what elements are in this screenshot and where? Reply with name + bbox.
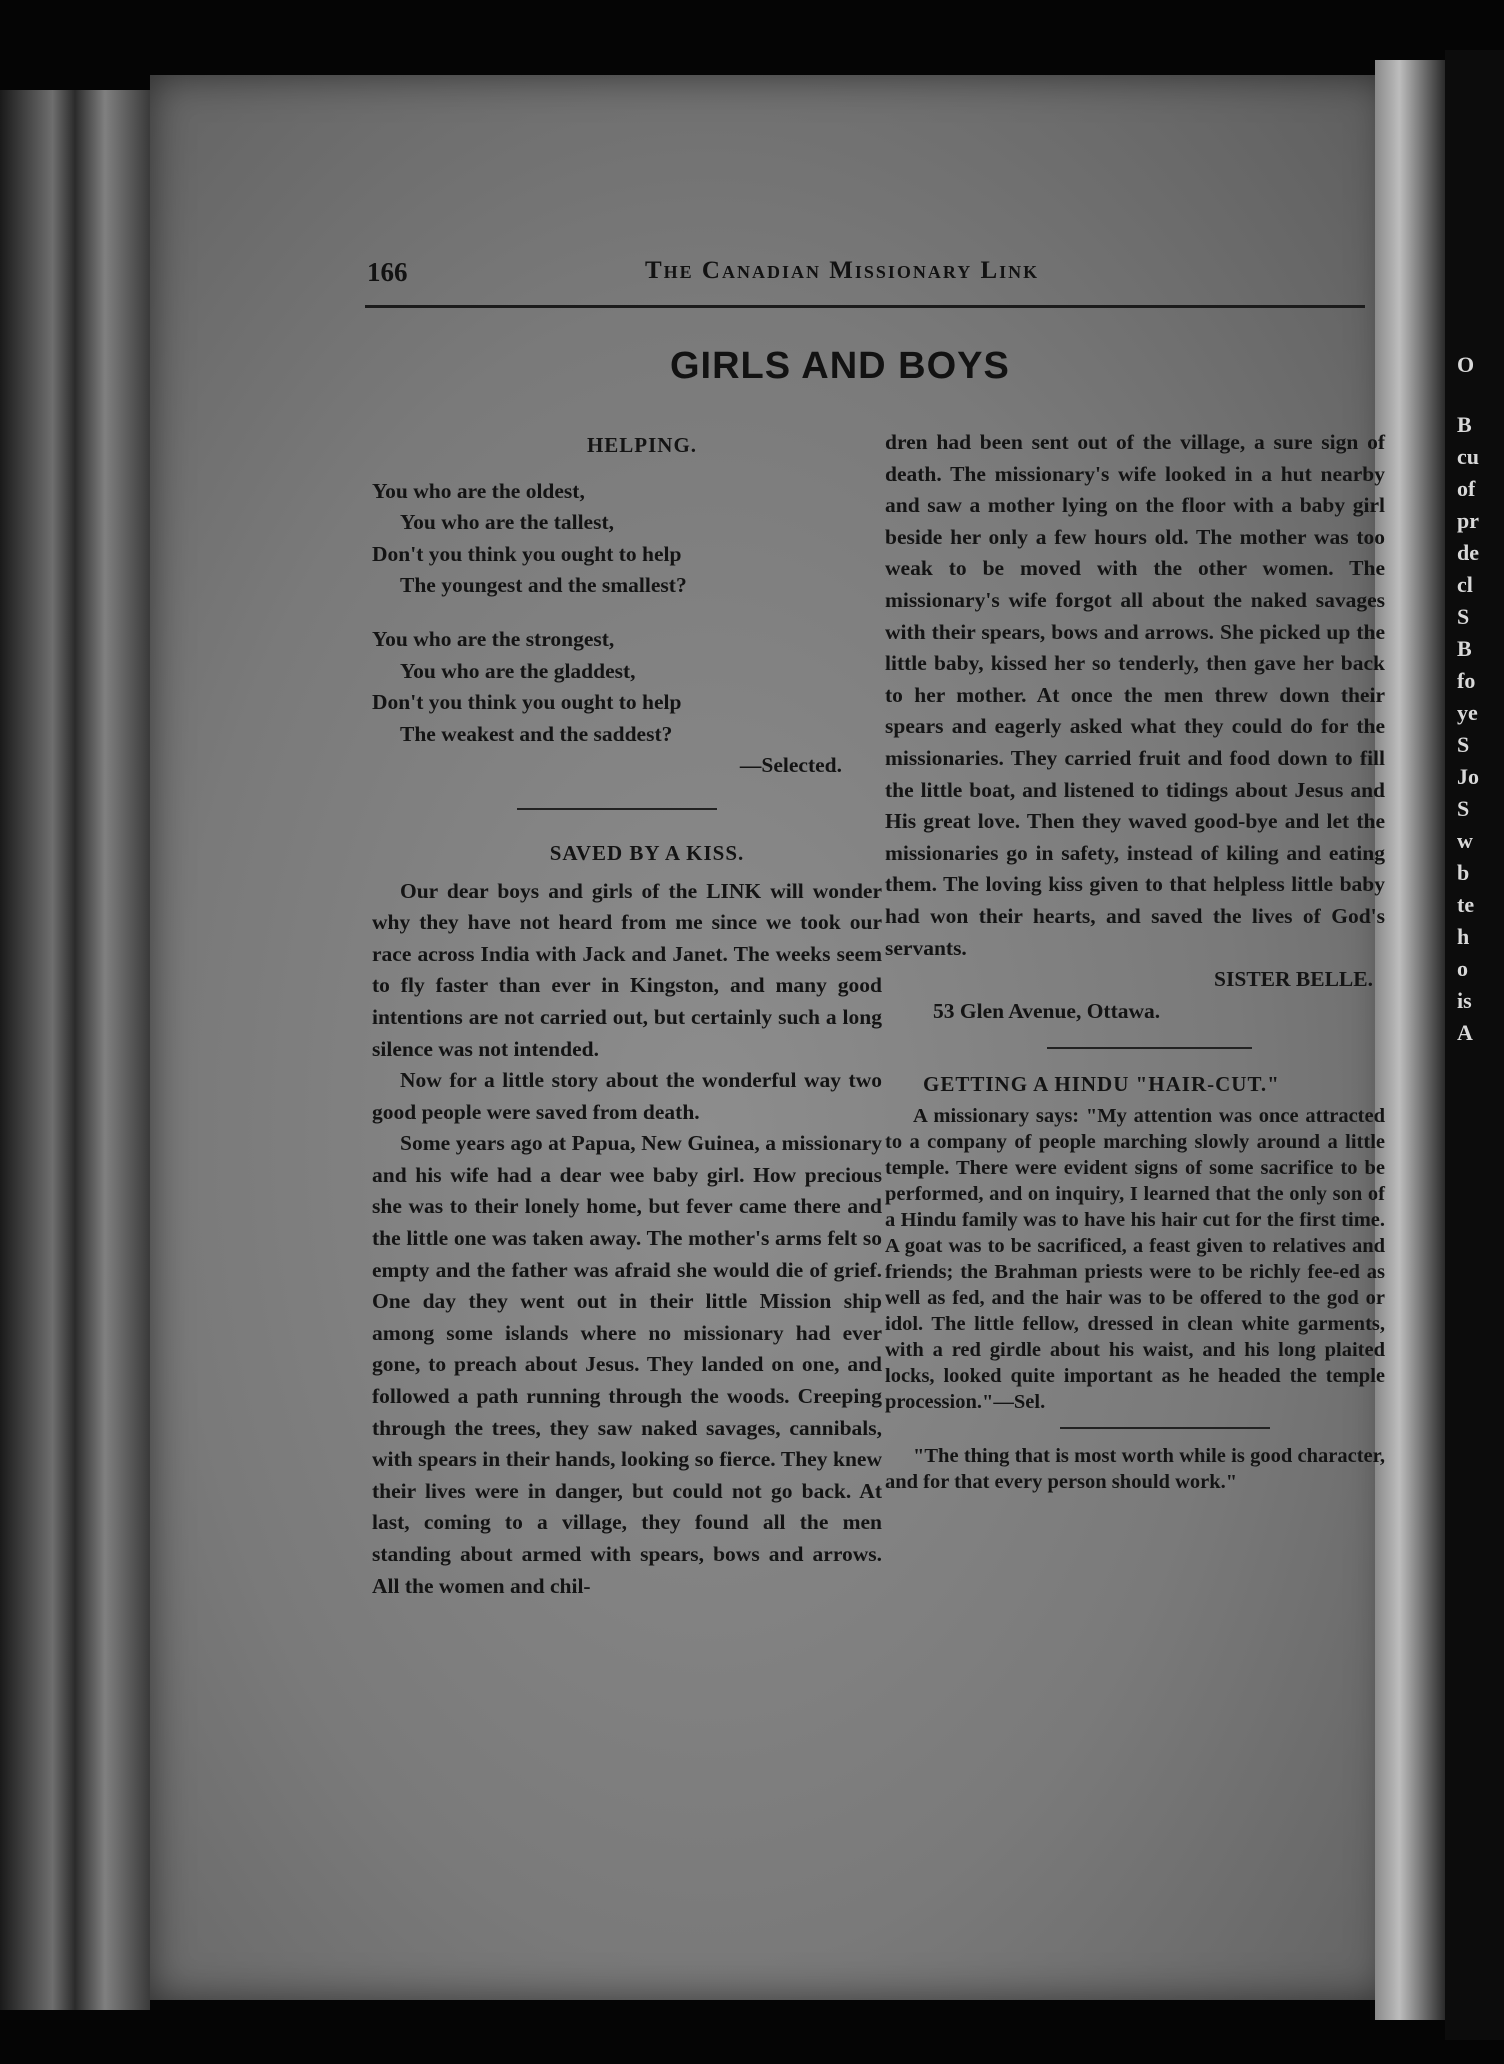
left-column [372,430,882,1602]
next-page-fragment: o [1457,956,1468,981]
next-page-fragment: B [1457,412,1472,437]
running-header [365,255,1355,295]
next-page-fragment: pr [1457,508,1479,533]
journal-title: The Canadian Missionary Link [645,257,1040,284]
poem-line: You who are the strongest, [372,626,615,651]
book-edge-left [0,90,150,2010]
next-page-fragment: h [1457,924,1470,949]
header-rule [365,305,1365,308]
article-title: GETTING A HINDU "HAIR-CUT." [923,1072,1280,1097]
page-gutter-shadow [1375,60,1445,2020]
poem-line: You who are the tallest, [400,510,614,535]
poem-line: You who are the oldest, [372,478,585,503]
next-page-fragment: of [1457,476,1476,501]
story-title: SAVED BY A KISS. [549,840,745,865]
page-number: 166 [367,257,408,287]
next-page-fragment: cl [1457,572,1473,597]
story-paragraph: Some years ago at Papua, New Guinea, a missionary and his wife had a dear wee baby girl. How precious she was to their lonely home, but fever came there and the little one was taken away. The mother's arms felt so empty and the father was afraid she would die of grief. One day they went out in their little Mission ship among some islands where no missionary had ever gone, to preach about Jesus. They landed on one, and followed a path running through the woods. Creeping through the trees, they saw naked savages, cannibals, with spears in their hands, looking so fierce. They knew their lives were in danger, but could not go back. At last, coming to a village, they found all the men standing about armed with spears, bows and arrows. All the women and chil- [372,1131,882,1598]
next-page-fragment: S [1457,604,1470,629]
next-page-fragment: S [1457,732,1470,757]
next-page-fragment: b [1457,860,1470,885]
poem-line: Don't you think you ought to help [372,690,682,715]
next-page-fragment: cu [1457,444,1479,469]
story-paragraph: Our dear boys and girls of the LINK will wonder why they have not heard from me since we took our race across India with Jack and Janet. The weeks seem to fly faster than ever in Kingston, and many good intentions are not carried out, but certainly such a long silence was not intended. [372,878,882,1061]
next-page-fragment: fo [1457,668,1476,693]
next-page-fragment: S [1457,796,1470,821]
next-page-fragment: ye [1457,700,1478,725]
poem-credit: —Selected. [739,753,842,778]
poem-title: HELPING. [586,433,698,457]
divider [1047,1047,1252,1049]
right-column [885,427,1385,1495]
next-page-fragment: de [1457,540,1479,565]
story-address: 53 Glen Avenue, Ottawa. [933,998,1161,1023]
next-page-fragment: B [1457,636,1472,661]
closing-quote: "The thing that is most worth while is good character, and for that every person should work." [885,1444,1385,1493]
next-page-fragment: w [1457,828,1473,853]
poem-line: The youngest and the smallest? [400,573,687,598]
section-title: GIRLS AND BOYS [670,345,1010,387]
next-page-edge [1445,50,1504,2040]
poem-line: You who are the gladdest, [400,658,636,683]
poem-line: The weakest and the saddest? [400,721,673,746]
article-body: A missionary says: "My attention was once attracted to a company of people marching slowly around a little temple. There were evident signs of some sacrifice to be performed, and on inquiry, I learned that the only son of a Hindu family was to have his hair cut for the first time. A goat was to be sacrificed, a feast given to relatives and friends; the Brahman priests were to be richly fee-ed as well as fed, and the hair was to be offered to the god or idol. The little fellow, dressed in clean white garments, with a red girdle about his waist, and his long plaited locks, looked quite important as he headed the temple procession."—Sel. [885,1104,1385,1413]
story-paragraph: Now for a little story about the wonderful way two good people were saved from death. [372,1068,882,1124]
story-paragraph-continued: dren had been sent out of the village, a sure sign of death. The missionary's wife looked in a hut nearby and saw a mother lying on the floor with a baby girl beside her only a few hours old. The mother was too weak to be moved with the other women. The missionary's wife forgot all about the naked savages with their spears, bows and arrows. She picked up the little baby, kissed her so tenderly, then gave her back to her mother. At once the men threw down their spears and eagerly asked what they could do for the missionaries. They carried fruit and food down to fill the little boat, and listened to tidings about Jesus and His great love. Then they waved good-bye and let the missionaries go in safety, instead of kiling and eating them. The loving kiss given to that helpless little baby had won their hearts, and saved the lives of God's servants. [885,430,1385,960]
story-signature: SISTER BELLE. [1214,967,1373,992]
divider [517,808,717,810]
poem [372,476,882,782]
next-page-fragment: te [1457,892,1475,917]
next-page-fragment: O [1457,352,1475,377]
poem-line: Don't you think you ought to help [372,541,682,566]
next-page-fragment: Jo [1457,764,1479,789]
divider [1060,1427,1270,1429]
next-page-fragment: A [1457,1020,1473,1045]
next-page-fragment: is [1457,988,1472,1013]
